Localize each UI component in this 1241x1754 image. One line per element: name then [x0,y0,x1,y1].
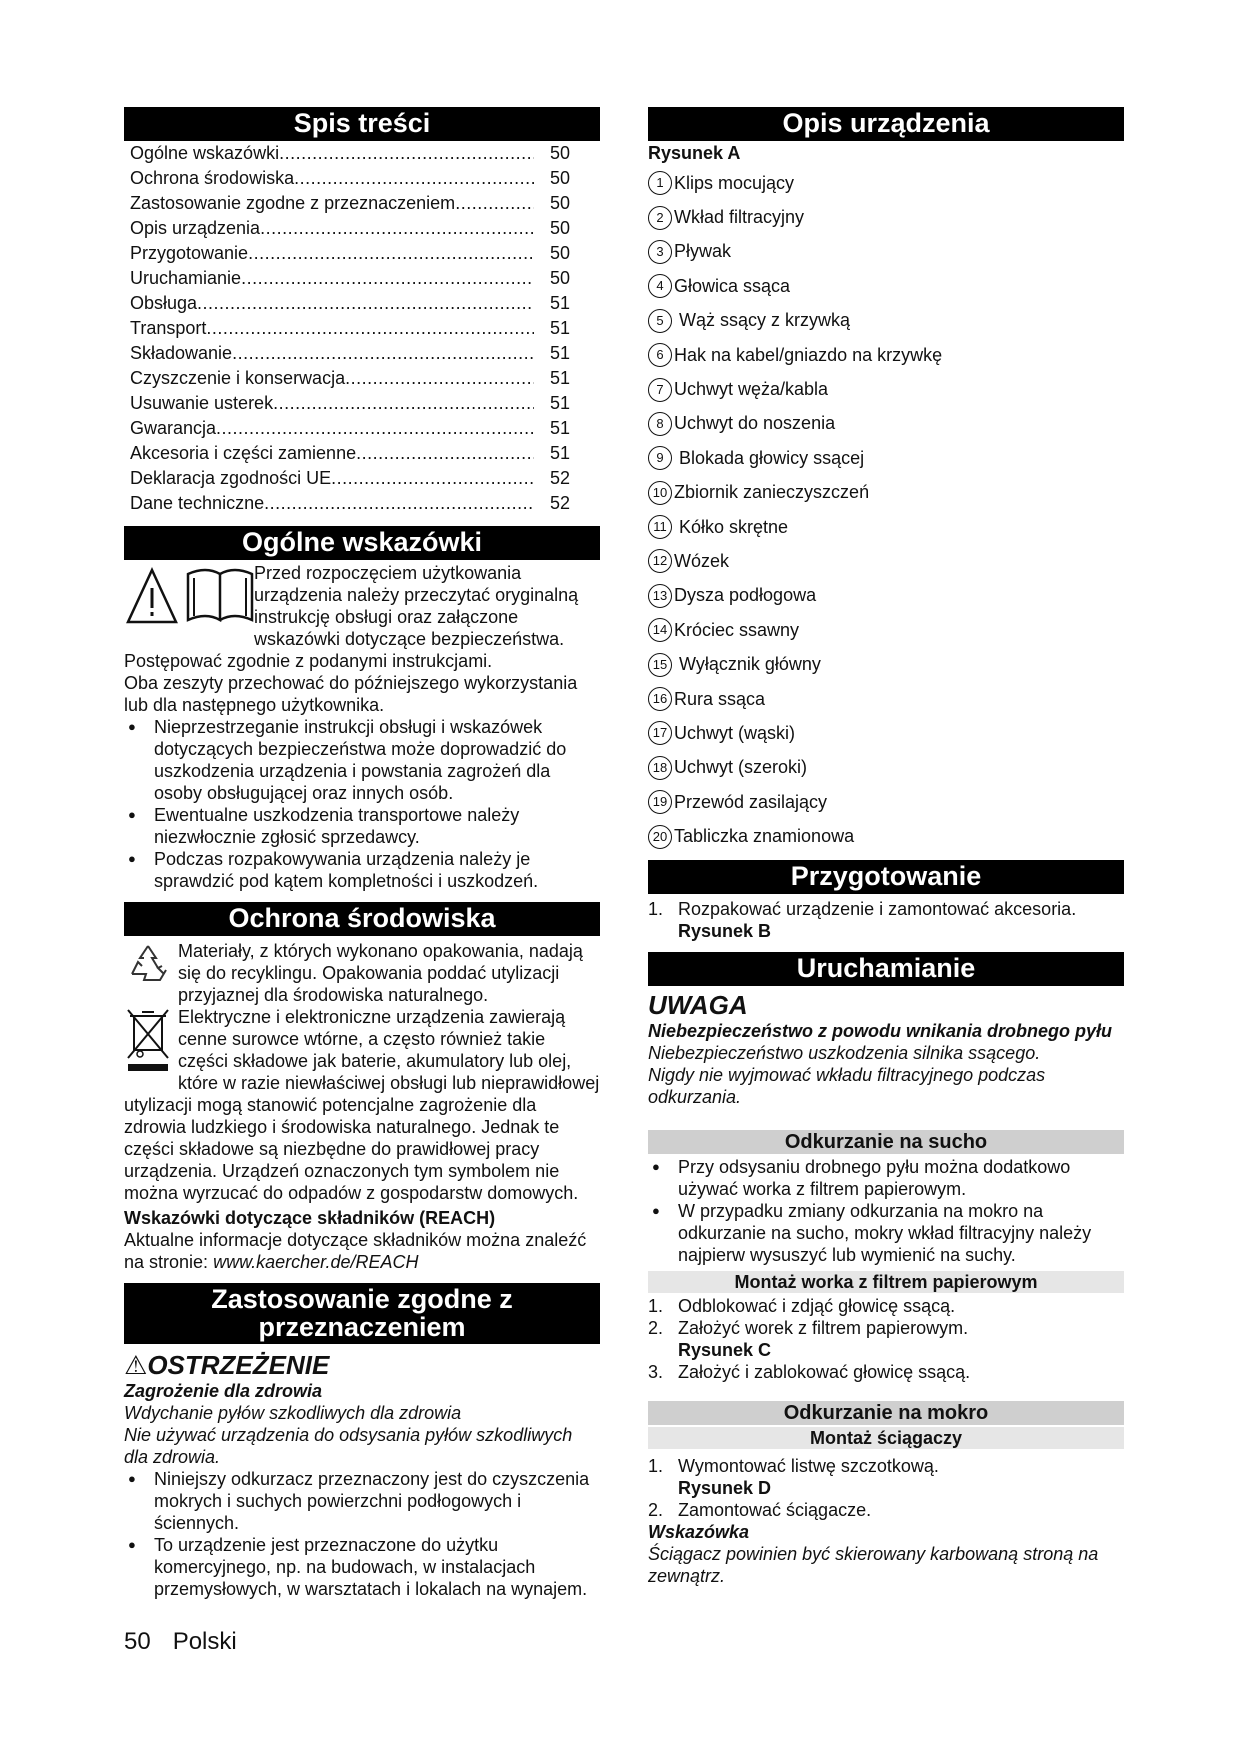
toc-entry-page: 51 [549,418,570,438]
part-label: Zbiornik zanieczyszczeń [674,482,870,503]
part-label: Dysza podłogowa [674,585,817,606]
toc-entry-page: 52 [549,493,570,513]
dry-bullets [648,1156,1124,1266]
device-part-item [648,338,1124,372]
toc-leader-dots [356,441,534,466]
bullet-item: ● Podczas rozpakowywania urządzenia należy je sprawdzić pod kątem kompletności i uszkodzeń. [124,848,600,892]
toc-entry-label: Składowanie [130,343,233,363]
bag-step-3 [648,1361,1124,1383]
toc-entry-label: Przygotowanie [130,243,249,263]
toc-leader-dots [345,366,534,391]
general-intro: Przed rozpoczęciem użytkowania urządzenia należy przeczytać oryginalną instrukcję obsługi oraz załączone wskazówki dotyczące bezpieczeństwa. Postępować zgodnie z podanymi instrukcjami. [124,563,579,671]
prep-step [648,898,1124,920]
part-number-badge: 17 [648,721,672,745]
toc-entry-page: 50 [549,168,570,188]
toc-entry[interactable] [130,241,600,266]
part-number-badge: 3 [648,240,672,264]
device-part-item [648,200,1124,234]
part-number-badge: 9 [648,446,672,470]
toc-heading: Spis treści [124,107,600,141]
left-column [124,107,600,1600]
bag-step-1 [648,1295,1124,1317]
toc-entry[interactable] [130,316,600,341]
notice-line2: Nigdy nie wyjmować wkładu filtracyjnego podczas odkurzania. [648,1064,1046,1107]
bag-step-number: 1. [648,1295,664,1316]
toc-entry-label: Deklaracja zgodności UE [130,468,332,488]
part-label: Uchwyt (szeroki) [674,757,808,778]
toc-leader-dots [197,291,534,316]
hazard-line2: Nie używać urządzenia do odsysania pyłów szkodliwych dla zdrowia. [124,1425,573,1467]
intended-bullets [124,1468,600,1600]
toc-entry-label: Obsługa [130,293,198,313]
device-part-item [648,716,1124,750]
safety-icons [124,564,254,630]
device-part-item [648,751,1124,785]
part-label: Klips mocujący [674,172,795,193]
bag-heading: Montaż worka z filtrem papierowym [648,1271,1124,1293]
toc-entry-page: 51 [549,293,570,313]
toc-entry[interactable] [130,166,600,191]
reach-text-body: Aktualne informacje dotyczące składników można znaleźć na stronie: [124,1230,587,1272]
weee-bin-icon [124,1008,172,1074]
part-number-badge: 16 [648,687,672,711]
part-label: Tabliczka znamionowa [674,826,855,847]
part-label: Uchwyt węża/kabla [674,379,829,400]
part-number-badge: 12 [648,549,672,573]
bullet-item: ● To urządzenie jest przeznaczone do użytku komercyjnego, np. na budowach, w instalacjach przemysłowych, w warsztatach i lokalach na wynajem. [124,1534,600,1600]
part-number-badge: 6 [648,343,672,367]
notice-label: UWAGA [648,989,748,1020]
toc-leader-dots [331,466,534,491]
part-label: Króciec ssawny [674,619,800,640]
warning-label [124,1350,600,1380]
bag-step-text: Założyć worek z filtrem papierowym. [678,1317,969,1338]
toc-entry-label: Usuwanie usterek [130,393,274,413]
wet-heading: Odkurzanie na mokro [648,1401,1124,1425]
toc-entry[interactable] [130,391,600,416]
footer-language: Polski [172,1628,237,1655]
part-number-badge: 13 [648,584,672,608]
part-label: Pływak [674,241,732,262]
device-part-item [648,579,1124,613]
sq-step-1 [648,1455,1124,1477]
prep-heading: Przygotowanie [648,860,1124,894]
note-text: Ściągacz powinien być skierowany karbowaną stroną na zewnątrz. [648,1543,1099,1586]
toc-leader-dots [206,316,534,341]
device-part-item [648,613,1124,647]
bullet-item: ● W przypadku zmiany odkurzania na mokro na odkurzanie na sucho, mokry wkład filtracyjny należy najpierw wysuszyć lub wymienić na suchy. [648,1200,1124,1266]
part-number-badge: 11 [648,515,672,539]
toc-entry[interactable] [130,441,600,466]
part-number-badge: 4 [648,274,672,298]
device-heading: Opis urządzenia [648,107,1124,141]
prep-figure: Rysunek B [678,920,772,941]
toc-leader-dots [216,416,534,441]
toc-leader-dots [232,341,534,366]
reach-title: Wskazówki dotyczące składników (REACH) [124,1208,496,1228]
toc-entry[interactable] [130,341,600,366]
warning-text: OSTRZEŻENIE [147,1350,330,1380]
reach-text [124,1229,600,1273]
toc-entry-label: Transport [130,318,207,338]
sq-step-2 [648,1499,1124,1521]
bag-step-number: 3. [648,1361,664,1382]
toc-entry-page: 50 [549,218,570,238]
toc-leader-dots [264,491,534,516]
squeegee-heading: Montaż ściągaczy [648,1427,1124,1449]
warning-triangle-icon: ⚠ [124,1350,148,1380]
toc-entry-page: 51 [549,318,570,338]
bullet-item: ● Niniejszy odkurzacz przeznaczony jest do czyszczenia mokrych i suchych powierzchni podłogowych i ściennych. [124,1468,600,1534]
toc-entry-page: 50 [549,193,570,213]
toc-entry[interactable] [130,191,600,216]
device-figure: Rysunek A [648,143,741,163]
toc-entry[interactable] [130,141,600,166]
part-label: Wkład filtracyjny [674,207,805,228]
start-heading: Uruchamianie [648,952,1124,986]
part-number-badge: 15 [648,653,672,677]
toc-entry-label: Uruchamianie [130,268,242,288]
toc-entry-label: Gwarancja [130,418,217,438]
part-label: Blokada głowicy ssącej [674,447,865,468]
sq-step-text: Wymontować listwę szczotkową. [678,1455,939,1476]
toc-entry-page: 50 [549,143,570,163]
general-bullets [124,716,600,892]
toc-leader-dots [260,216,534,241]
toc-entry-page: 51 [549,393,570,413]
part-number-badge: 7 [648,378,672,402]
part-label: Uchwyt do noszenia [674,413,836,434]
toc-entry-label: Opis urządzenia [130,218,261,238]
toc-entry-page: 50 [549,268,570,288]
toc-entry-label: Dane techniczne [130,493,265,513]
sq-step-number: 1. [648,1455,664,1476]
toc-entry[interactable] [130,266,600,291]
toc-entry[interactable] [130,366,600,391]
device-part-item [648,682,1124,716]
part-label: Wąż ssący z krzywką [674,310,851,331]
toc-entry-page: 51 [549,443,570,463]
general-heading: Ogólne wskazówki [124,526,600,560]
sq-step-number: 2. [648,1499,664,1520]
part-number-badge: 1 [648,171,672,195]
recycle-icon-wrap [124,940,174,993]
device-part-item [648,819,1124,853]
hazard-line1: Wdychanie pyłów szkodliwych dla zdrowia [124,1403,462,1423]
part-label: Głowica ssąca [674,275,791,296]
toc-entry[interactable] [130,416,600,441]
part-number-badge: 14 [648,618,672,642]
hazard-title: Zagrożenie dla zdrowia [124,1381,323,1401]
device-part-item [648,407,1124,441]
notice-line1: Niebezpieczeństwo uszkodzenia silnika ssącego. [648,1042,1041,1063]
toc-entry-page: 50 [549,243,570,263]
bag-step-text: Odblokować i zdjąć głowicę ssącą. [678,1295,956,1316]
toc-leader-dots [294,166,534,191]
toc-entry[interactable] [130,216,600,241]
toc-leader-dots [279,141,534,166]
toc-entry[interactable] [130,291,600,316]
device-part-item [648,785,1124,819]
part-number-badge: 10 [648,481,672,505]
device-part-item [648,372,1124,406]
part-number-badge: 8 [648,412,672,436]
toc-leader-dots [273,391,534,416]
part-label: Wózek [674,550,730,571]
intended-heading: Zastosowanie zgodne z przeznaczeniem [124,1283,600,1344]
part-label: Kółko skrętne [674,516,789,537]
toc-entry-label: Ochrona środowiska [130,168,295,188]
toc-entry-label: Ogólne wskazówki [130,143,280,163]
dry-heading: Odkurzanie na sucho [648,1130,1124,1154]
device-part-item [648,166,1124,200]
part-label: Przewód zasilający [674,791,828,812]
device-part-item [648,269,1124,303]
toc-entry-page: 51 [549,368,570,388]
notice-danger: Niebezpieczeństwo z powodu wnikania drobnego pyłu [648,1020,1113,1041]
device-part-item [648,235,1124,269]
note-title: Wskazówka [648,1521,750,1542]
toc-entry-label: Czyszczenie i konserwacja [130,368,346,388]
squeegee-steps [648,1455,1124,1521]
env-section [124,940,600,1273]
bag-step-text: Założyć i zablokować głowicę ssącą. [678,1361,971,1382]
device-part-item [648,476,1124,510]
intended-section [124,1350,600,1600]
device-part-item [648,544,1124,578]
toc-leader-dots [248,241,534,266]
prep-step-text: Rozpakować urządzenie i zamontować akcesoria. [678,898,1077,919]
part-number-badge: 20 [648,825,672,849]
part-label: Wyłącznik główny [674,654,821,675]
toc-entry-page: 51 [549,343,570,363]
toc-entry[interactable] [130,466,600,491]
general-section [124,562,600,892]
recycle-icon [124,940,172,988]
env-recycle: Materiały, z których wykonano opakowania, nadają się do recyklingu. Opakowania poddać utylizacji przyjaznej dla środowiska naturalnego. [178,941,583,1005]
device-part-item [648,304,1124,338]
toc-entry-page: 52 [549,468,570,488]
bag-steps [648,1295,1124,1383]
device-part-item [648,510,1124,544]
warning-and-manual-icon [124,564,254,630]
part-label: Hak na kabel/gniazdo na krzywkę [674,344,943,365]
bag-figure: Rysunek C [678,1339,772,1360]
toc-entry-label: Akcesoria i części zamienne [130,443,357,463]
device-parts-list [648,166,1124,854]
device-part-item [648,647,1124,681]
toc-entry[interactable] [130,491,600,516]
env-heading: Ochrona środowiska [124,902,600,936]
page-footer [124,1628,237,1656]
part-number-badge: 18 [648,756,672,780]
toc-leader-dots [241,266,534,291]
env-weee: Elektryczne i elektroniczne urządzenia zawierają cenne surowce wtórne, a często również takie części składowe jak baterie, akumulatory lub olej, które w razie niewłaściwej obsługi lub nieprawidłowej utylizacji mogą stanowić potencjalne zagrożenie dla zdrowia ludzkiego i środowiska naturalnego. Jednak te części składowe są niezbędne do prawidłowej pracy urządzenia. Urządzeń oznaczonych tym symbolem nie można wyrzucać do odpadów z gospodarstw domowych. [124,1007,600,1203]
part-number-badge: 5 [648,309,672,333]
part-number-badge: 19 [648,790,672,814]
bullet-item: ● Przy odsysaniu drobnego pyłu można dodatkowo używać worka z filtrem papierowym. [648,1156,1124,1200]
weee-icon-wrap [124,1008,174,1079]
device-part-item [648,441,1124,475]
sq-step-text: Zamontować ściągacze. [678,1499,872,1520]
table-of-contents [124,141,600,516]
toc-leader-dots [455,191,534,216]
page-number: 50 [124,1628,151,1655]
sq-figure: Rysunek D [678,1477,772,1498]
bag-step-number: 2. [648,1317,664,1338]
bullet-item: ● Nieprzestrzeganie instrukcji obsługi i wskazówek dotyczących bezpieczeństwa może doprowadzić do uszkodzenia urządzenia i powstania zagrożeń dla osoby obsługującej oraz innych osób. [124,716,600,804]
part-number-badge: 2 [648,206,672,230]
reach-link[interactable]: www.kaercher.de/REACH [213,1252,419,1272]
prep-step-number: 1. [648,898,664,919]
part-label: Uchwyt (wąski) [674,722,796,743]
bullet-item: ● Ewentualne uszkodzenia transportowe należy niezwłocznie zgłosić sprzedawcy. [124,804,600,848]
part-label: Rura ssąca [674,688,766,709]
right-column [648,107,1124,1587]
bag-step-2 [648,1317,1124,1339]
toc-entry-label: Zastosowanie zgodne z przeznaczeniem [130,193,456,213]
general-para2: Oba zeszyty przechować do późniejszego wykorzystania lub dla następnego użytkownika. [124,673,578,715]
